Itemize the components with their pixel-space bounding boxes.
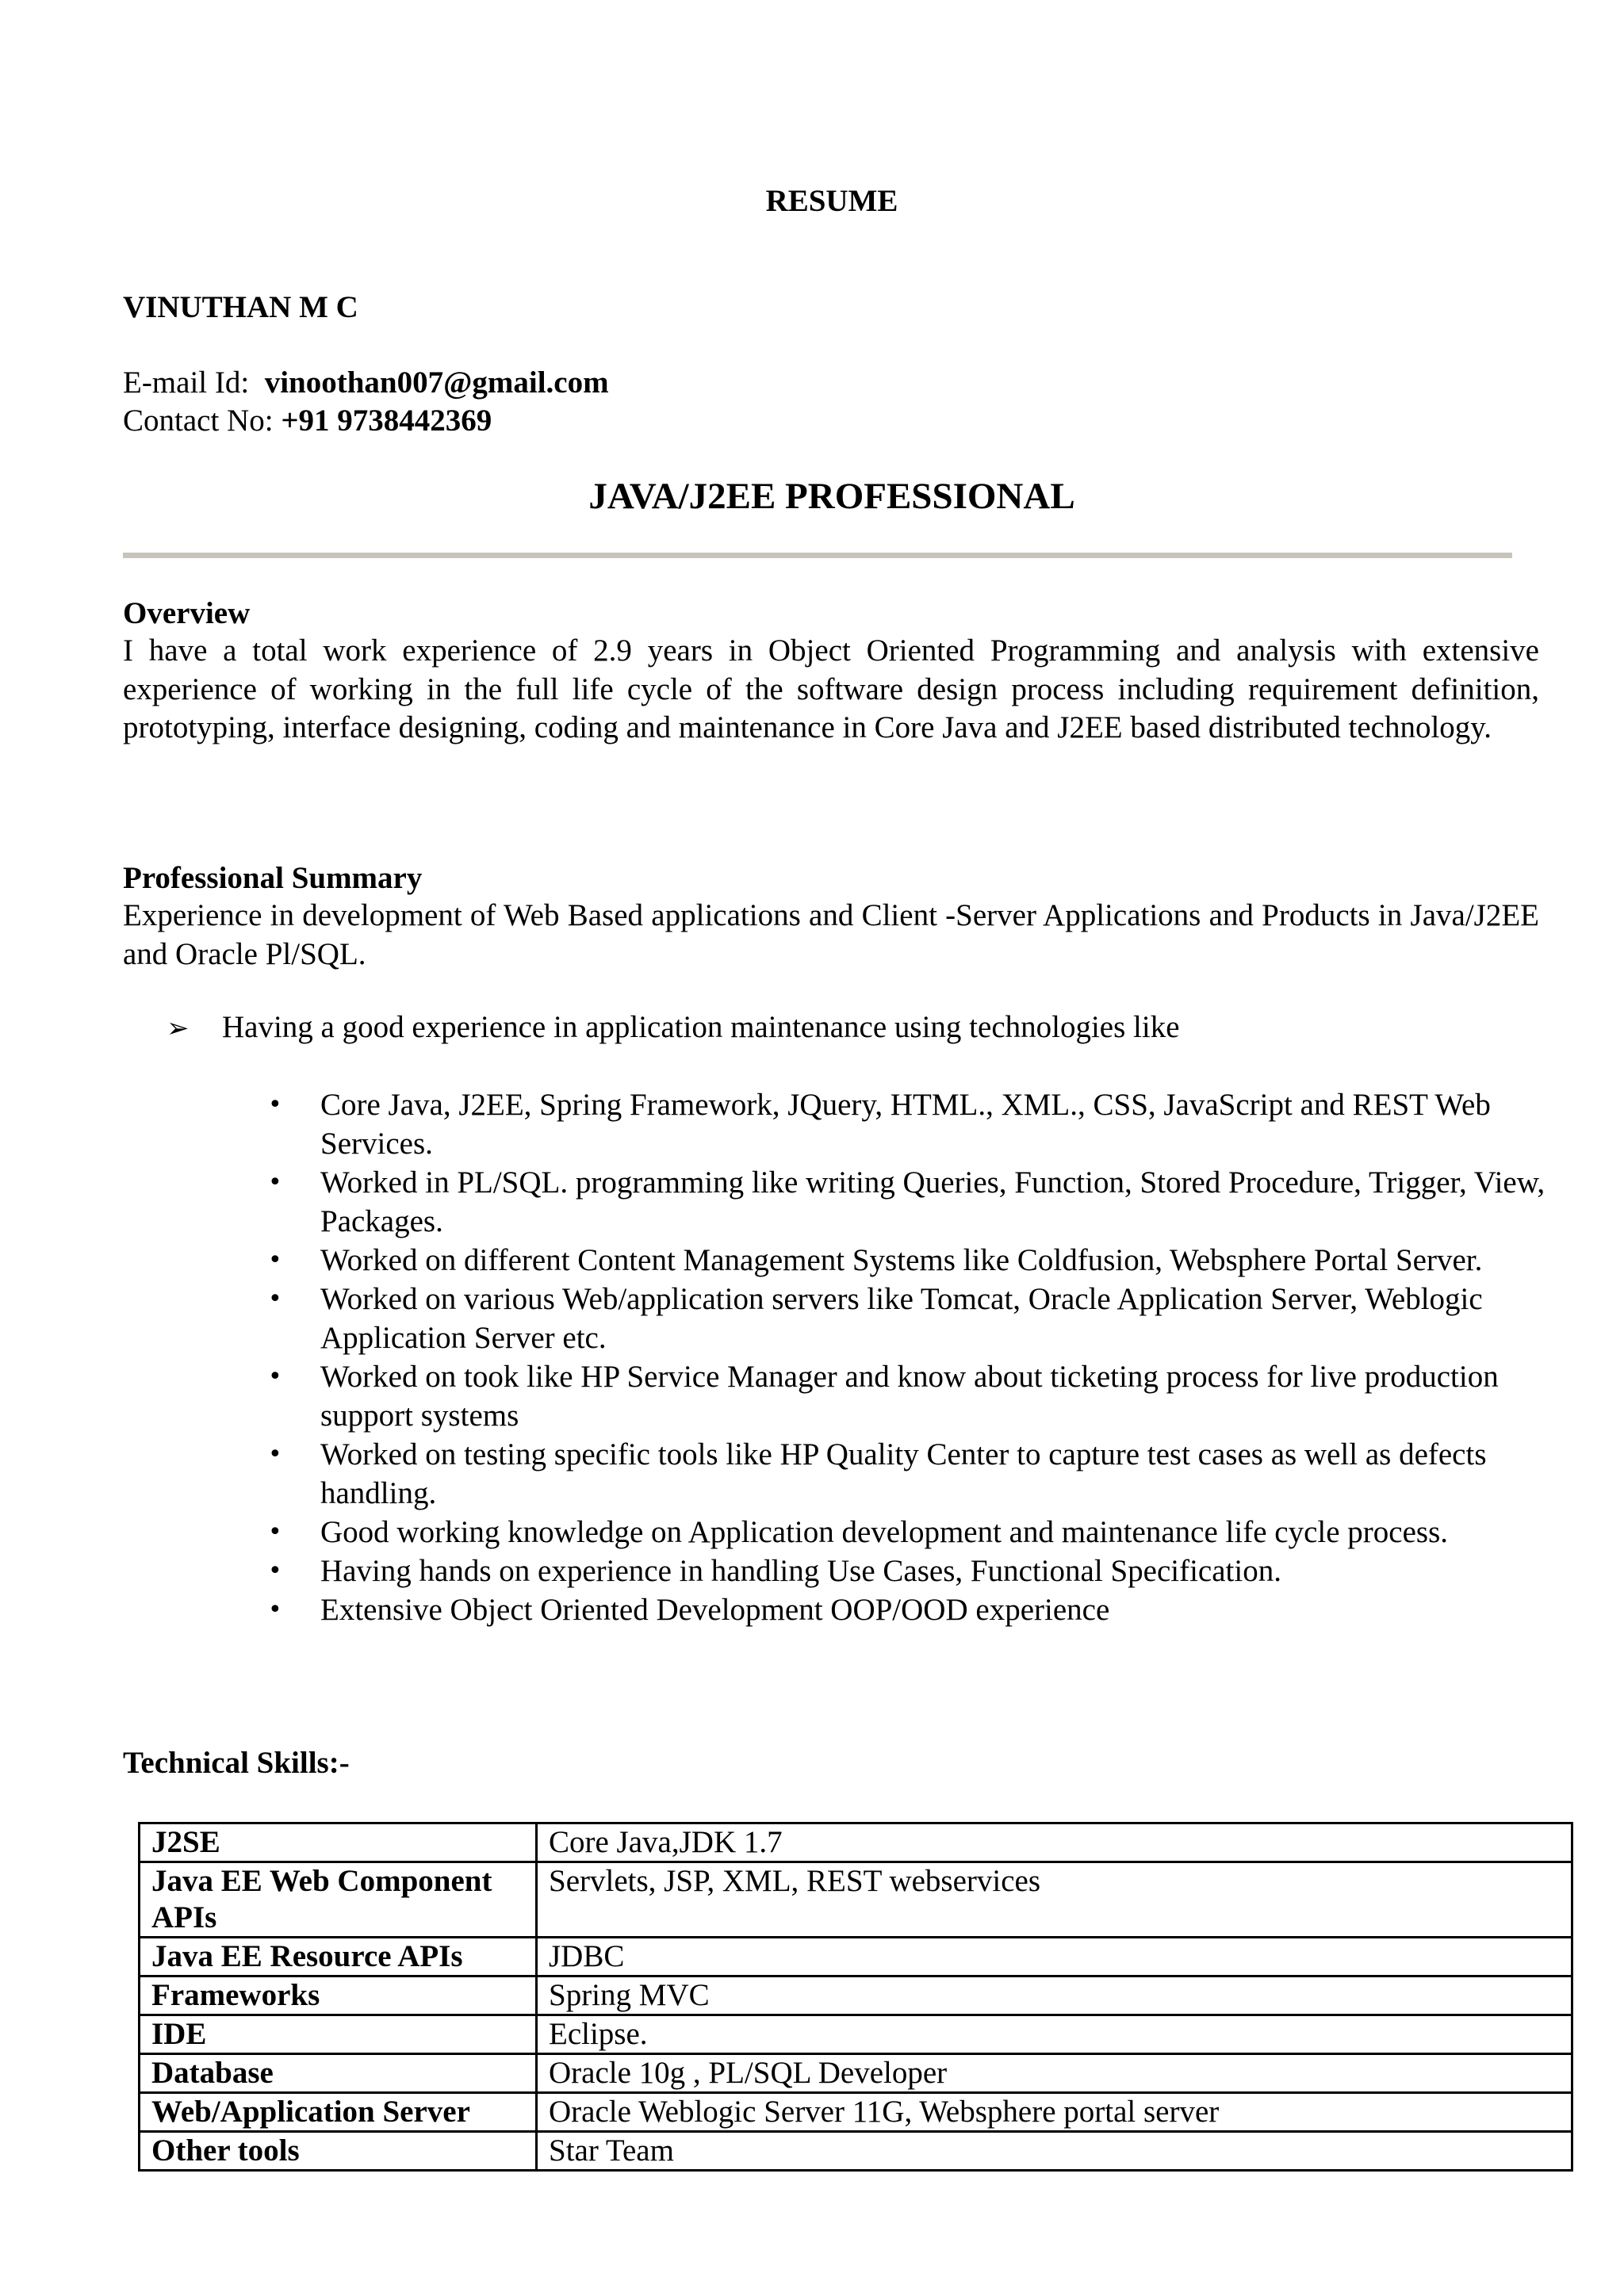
bullet-icon: • <box>268 1557 282 1585</box>
table-row <box>140 2132 1572 2171</box>
bullet-icon: • <box>268 1518 282 1546</box>
list-item <box>268 1552 1553 1590</box>
list-item <box>268 1085 1553 1163</box>
list-item-text: Worked on different Content Management Systems like Coldfusion, Websphere Portal Server. <box>320 1243 1483 1277</box>
bullet-icon: • <box>268 1596 282 1624</box>
arrow-bullet-icon: ➢ <box>167 1012 190 1044</box>
table-row <box>140 1862 1572 1938</box>
technical-skills-heading: Technical Skills:- <box>123 1746 350 1780</box>
table-row <box>140 1976 1572 2015</box>
list-item-text: Worked on various Web/application servers like Tomcat, Oracle Application Server, Weblogic Application Server etc. <box>320 1282 1483 1355</box>
bullet-icon: • <box>268 1363 282 1391</box>
table-row <box>140 2093 1572 2132</box>
list-item <box>268 1163 1553 1241</box>
table-row <box>140 2015 1572 2054</box>
skill-category-cell: Database <box>140 2054 537 2093</box>
email-line <box>123 364 609 402</box>
skill-category-cell: IDE <box>140 2015 537 2054</box>
list-item-text: Worked on testing specific tools like HP Quality Center to capture test cases as well as defects handling. <box>320 1437 1487 1510</box>
document-title: RESUME <box>765 184 898 218</box>
bullet-icon: • <box>268 1246 282 1274</box>
bullet-icon: • <box>268 1091 282 1119</box>
skill-value-cell: Oracle Weblogic Server 11G, Websphere portal server <box>537 2093 1572 2132</box>
skill-value-cell: Star Team <box>537 2132 1572 2171</box>
arrow-item-text: Having a good experience in application maintenance using technologies like <box>222 1010 1180 1044</box>
skill-category-cell: Java EE Web Component APIs <box>140 1862 537 1938</box>
skill-category-cell: Other tools <box>140 2132 537 2171</box>
horizontal-divider <box>123 553 1512 558</box>
summary-arrow-item <box>167 1008 1180 1047</box>
list-item-text: Worked in PL/SQL. programming like writing Queries, Function, Stored Procedure, Trigger, View, Packages. <box>320 1165 1545 1238</box>
phone-line <box>123 402 492 440</box>
email-value: vinoothan007@gmail.com <box>264 365 609 400</box>
overview-text: I have a total work experience of 2.9 years in Object Oriented Programming and analysis with extensive experience of working in the full life cycle of the software design process including requirement definition, prototyping, interface designing, coding and maintenance in Core Java and J2EE based distributed technology. <box>123 633 1539 744</box>
table-row <box>140 1938 1572 1976</box>
skill-value-cell: Core Java,JDK 1.7 <box>537 1823 1572 1862</box>
table-row <box>140 1823 1572 1862</box>
skill-value-cell: Eclipse. <box>537 2015 1572 2054</box>
skill-value-cell: JDBC <box>537 1938 1572 1976</box>
list-item <box>268 1241 1553 1280</box>
skill-value-cell: Servlets, JSP, XML, REST webservices <box>537 1862 1572 1938</box>
list-item <box>268 1590 1553 1629</box>
experience-bullet-list <box>268 1085 1553 1629</box>
bullet-icon: • <box>268 1169 282 1196</box>
professional-summary-text: Experience in development of Web Based applications and Client -Server Applications and Products in Java/J2EE and Oracle Pl/SQL. <box>123 898 1539 971</box>
table-row <box>140 2054 1572 2093</box>
list-item-text: Extensive Object Oriented Development OOP/OOD experience <box>320 1593 1110 1627</box>
list-item <box>268 1513 1553 1552</box>
overview-heading: Overview <box>123 596 251 630</box>
list-item <box>268 1435 1553 1513</box>
list-item-text: Worked on took like HP Service Manager and know about ticketing process for live production support systems <box>320 1360 1499 1433</box>
candidate-name: VINUTHAN M C <box>123 290 358 324</box>
phone-value: +91 9738442369 <box>281 404 492 438</box>
list-item-text: Good working knowledge on Application development and maintenance life cycle process. <box>320 1515 1448 1549</box>
skill-category-cell: J2SE <box>140 1823 537 1862</box>
bullet-icon: • <box>268 1285 282 1313</box>
list-item <box>268 1357 1553 1435</box>
role-title: JAVA/J2EE PROFESSIONAL <box>588 476 1075 517</box>
list-item-text: Having hands on experience in handling Use Cases, Functional Specification. <box>320 1554 1281 1588</box>
bullet-icon: • <box>268 1441 282 1468</box>
professional-summary-heading: Professional Summary <box>123 861 423 895</box>
email-label: E-mail Id: <box>123 365 250 400</box>
skill-value-cell: Spring MVC <box>537 1976 1572 2015</box>
technical-skills-table <box>138 1822 1573 2172</box>
list-item-text: Core Java, J2EE, Spring Framework, JQuery, HTML., XML., CSS, JavaScript and REST Web Services. <box>320 1088 1491 1161</box>
skill-category-cell: Frameworks <box>140 1976 537 2015</box>
skill-category-cell: Web/Application Server <box>140 2093 537 2132</box>
list-item <box>268 1280 1553 1357</box>
phone-label: Contact No: <box>123 404 274 438</box>
skill-value-cell: Oracle 10g , PL/SQL Developer <box>537 2054 1572 2093</box>
skill-category-cell: Java EE Resource APIs <box>140 1938 537 1976</box>
